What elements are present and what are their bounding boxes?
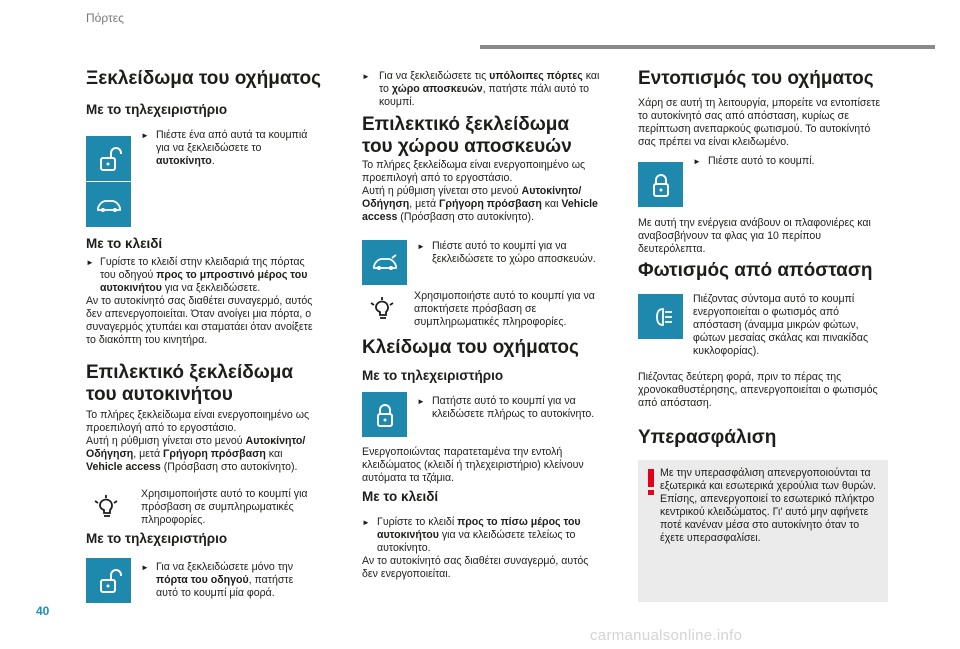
car-boot-icon (362, 240, 407, 285)
unlock-icon (86, 136, 131, 181)
selective-unlock-hint: Χρησιμοποιήστε αυτό το κουμπί για πρόσβαση σε συμπληρωματικές πληροφορίες. (141, 488, 308, 526)
deadlock-warning-text: Με την υπερασφάλιση απενεργοποιούνται τα εξωτερικά και εσωτερικά χερούλια των θυρών. Επίσης, απενεργοποιεί το εσωτερικό πλήκτρο κεντρικού κλειδώματος. Γι' αυτό μην αφήνετε ποτέ κανέναν μέσα στο αυτοκίνητο όταν το έχετε υπερασφαλίσει. (660, 467, 877, 544)
lock-remote-note: Ενεργοποιώντας παρατεταμένα την εντολή κλειδώματος (κλειδί ή τηλεχειριστήριο) κλείνουν αυτόματα τα τζάμια. (362, 446, 584, 484)
boot-button-text: Πιέστε αυτό το κουμπί για να ξεκλειδώσετε το χώρο αποσκευών. (432, 240, 596, 265)
unlock-remote-heading: Με το τηλεχειριστήριο (86, 102, 228, 117)
lighting-note: Πιέζοντας δεύτερη φορά, πριν το πέρας της χρονοκαθυστέρησης, απενεργοποιείται ο φωτισμός από απόσταση. (638, 371, 878, 409)
bullet-arrow-icon: ► (362, 518, 370, 527)
unlock-remote-text: Πιέστε ένα από αυτά τα κουμπιά για να ξεκλειδώσετε το αυτοκίνητο. (156, 129, 308, 167)
lock-key-note: Αν το αυτοκίνητό σας διαθέτει συναγερμό, αυτός δεν ενεργοποιείται. (362, 555, 589, 580)
lighting-title: Φωτισμός από απόσταση (638, 260, 873, 281)
car-icon (86, 181, 131, 227)
selective-remote-heading: Με το τηλεχειριστήριο (86, 531, 228, 546)
bullet-arrow-icon: ► (86, 258, 94, 267)
locate-text: Χάρη σε αυτή τη λειτουργία, μπορείτε να εντοπίσετε το αυτοκίνητό σας από απόσταση, κυρίως σε περίπτωση ανεπαρκούς φωτισμού. Το αυτοκίνητό σας πρέπει να είναι κλειδωμένο. (638, 97, 881, 148)
header-rule (480, 45, 935, 49)
boot-hint: Χρησιμοποιήστε αυτό το κουμπί για να αποκτήσετε πρόσβαση σε συμπληρωματικές πληροφορίες. (414, 290, 595, 328)
boot-selective-text: Το πλήρες ξεκλείδωμα είναι ενεργοποιημένο ως προεπιλογή από το εργοστάσιο. Αυτή η ρύθμιση γίνεται στο μενού Αυτοκίνητο/Οδήγηση, μετά Γρήγορη πρόσβαση και Vehicle access (Πρόσβαση στο αυτοκίνητο). (362, 159, 598, 223)
boot-selective-title: Επιλεκτικό ξεκλείδωμα του χώρου αποσκευών (362, 114, 572, 157)
info-hint-icon (362, 292, 402, 328)
locate-result: Με αυτή την ενέργεια ανάβουν οι πλαφονιέρες και αναβοσβήνουν τα φλας για 10 περίπου δευτερόλεπτα. (638, 217, 871, 255)
page-number: 40 (36, 604, 50, 618)
unlock-key-heading: Με το κλειδί (86, 236, 163, 251)
bullet-arrow-icon: ► (417, 397, 425, 406)
selective-unlock-text: Το πλήρες ξεκλείδωμα είναι ενεργοποιημένο ως προεπιλογή από το εργοστάσιο. Αυτή η ρύθμιση γίνεται στο μενού Αυτοκίνητο/Οδήγηση, μετά Γρήγορη πρόσβαση και Vehicle access (Πρόσβαση στο αυτοκίνητο). (86, 409, 310, 473)
warning-icon (648, 490, 654, 495)
lock-icon (638, 162, 683, 207)
warning-icon (648, 469, 654, 487)
bullet-arrow-icon: ► (417, 242, 425, 251)
bullet-arrow-icon: ► (141, 563, 149, 572)
deadlock-title: Υπερασφάλιση (638, 427, 777, 448)
unlock-key-alarm: Αν το αυτοκίνητό σας διαθέτει συναγερμό, αυτός δεν απενεργοποιείται. Όταν ανοίγει μια πόρτα, ο συναγερμός χτυπάει και σταματάει όταν ανοίξετε το διακόπτη του κινητήρα. (86, 295, 313, 346)
lock-key-text: Γυρίστε το κλειδί προς το πίσω μέρος του αυτοκινήτου για να κλειδώσετε τελείως το αυτοκίνητο. (377, 516, 581, 554)
headlamp-icon (638, 294, 683, 339)
breadcrumb: Πόρτες (86, 11, 124, 25)
bullet-arrow-icon: ► (362, 72, 370, 81)
bullet-arrow-icon: ► (693, 157, 701, 166)
lock-icon (362, 392, 407, 437)
selective-unlock-title: Επιλεκτικό ξεκλείδωμα του αυτοκινήτου (86, 362, 294, 405)
lock-remote-text: Πατήστε αυτό το κουμπί για να κλειδώσετε πλήρως το αυτοκίνητο. (432, 395, 595, 420)
locate-button-text: Πιέστε αυτό το κουμπί. (708, 155, 815, 167)
unlock-title: Ξεκλείδωμα του οχήματος (86, 68, 321, 89)
lock-title: Κλείδωμα του οχήματος (362, 337, 579, 358)
unlock-icon (86, 558, 131, 603)
selective-remote-text: Για να ξεκλειδώσετε μόνο την πόρτα του οδηγού, πατήστε αυτό το κουμπί μία φορά. (156, 561, 294, 599)
lighting-button-text: Πιέζοντας σύντομα αυτό το κουμπί ενεργοποιείται ο φωτισμός από απόσταση (άναμμα μικρών φώτων, φώτων μεσαίας σκάλας και πινακίδας κυκλοφορίας). (693, 293, 869, 357)
unlock-key-text: Γυρίστε το κλειδί στην κλειδαριά της πόρτας του οδηγού προς το μπροστινό μέρος του αυτοκινήτου για να ξεκλειδώσετε. (100, 256, 308, 294)
boot-unlock-text: Για να ξεκλειδώσετε τις υπόλοιπες πόρτες και το χώρο αποσκευών, πατήστε πάλι αυτό το κουμπί. (379, 70, 600, 108)
info-hint-icon (86, 490, 126, 526)
bullet-arrow-icon: ► (141, 131, 149, 140)
watermark: carmanualsonline.info (590, 627, 743, 644)
lock-remote-heading: Με το τηλεχειριστήριο (362, 368, 504, 383)
lock-key-heading: Με το κλειδί (362, 489, 439, 504)
locate-title: Εντοπισμός του οχήματος (638, 68, 874, 89)
